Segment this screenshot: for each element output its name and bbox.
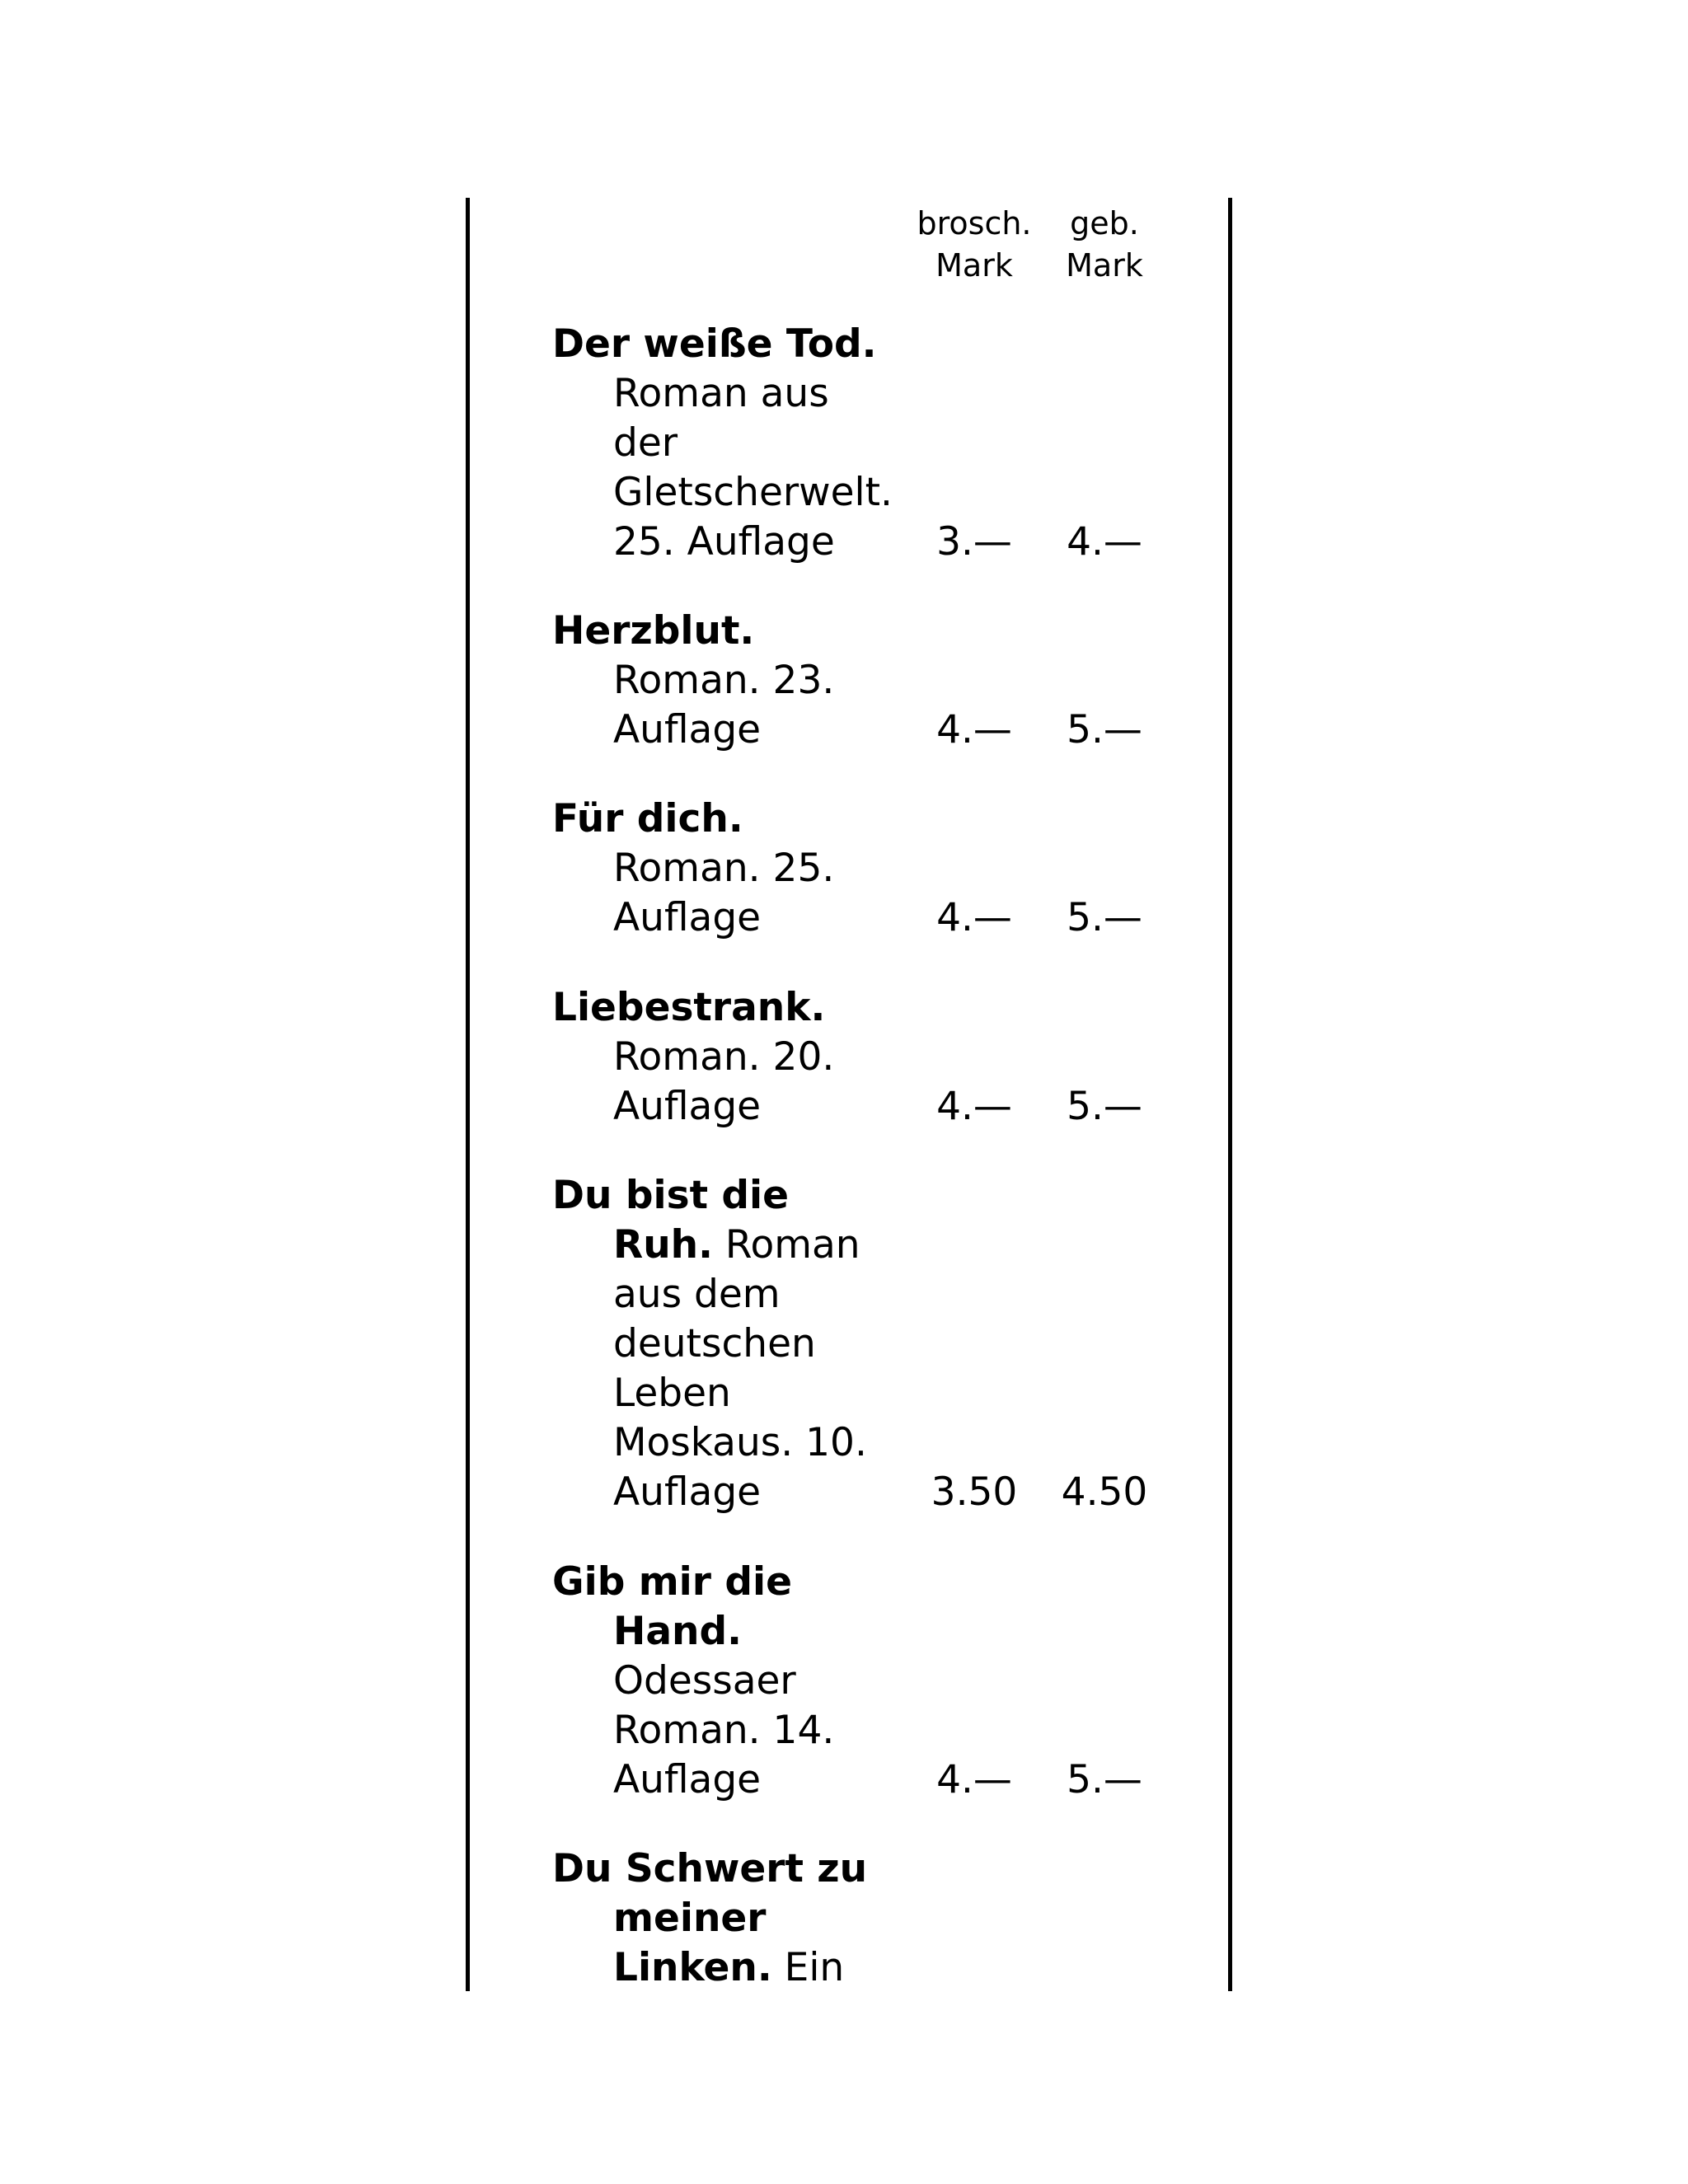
book-description-line: Moskaus. 10. <box>613 1420 867 1465</box>
book-title-continued-line <box>613 1607 742 1657</box>
book-description-line: Auflage <box>613 707 762 752</box>
book-description-line: Gletscherwelt. <box>613 470 893 515</box>
column-header-line: Mark <box>1066 247 1143 284</box>
book-title: Der weiße Tod. <box>552 321 877 367</box>
book-description-line: Odessaer <box>613 1658 796 1704</box>
price-gebunden: 5.— <box>1067 1757 1142 1802</box>
price-gebunden: 5.— <box>1067 1084 1142 1129</box>
book-description-line: Auflage <box>613 895 762 940</box>
column-header-line: brosch. <box>917 205 1032 241</box>
book-title-continued: Hand. <box>613 1609 743 1654</box>
book-description-line: 25. Auflage <box>613 519 835 565</box>
price-broschiert: 4.— <box>936 895 1012 940</box>
book-title-continued: Ruh. <box>613 1222 713 1268</box>
book-title-continued: Linken. <box>613 1945 772 1990</box>
book-title: Du Schwert zu <box>552 1846 868 1891</box>
price-gebunden: 5.— <box>1067 707 1142 752</box>
price-list <box>470 198 1228 1991</box>
column-header-gebunden <box>1022 203 1187 287</box>
column-header-line: geb. <box>1070 205 1139 241</box>
book-title: Du bist die <box>552 1173 790 1218</box>
book-description-line: Roman. 25. <box>613 846 835 891</box>
book-title-continued-line <box>613 1221 860 1270</box>
book-description-line: Roman aus <box>613 371 829 416</box>
price-gebunden: 5.— <box>1067 895 1142 940</box>
book-title: Gib mir die <box>552 1559 792 1605</box>
price-broschiert: 3.50 <box>931 1469 1018 1515</box>
book-title: Für dich. <box>552 796 743 841</box>
book-description-line: Auflage <box>613 1084 762 1129</box>
price-gebunden: 4.— <box>1067 519 1142 565</box>
book-title: Liebestrank. <box>552 985 826 1030</box>
price-broschiert: 3.— <box>936 519 1012 565</box>
column-header-line: Mark <box>935 247 1013 284</box>
price-broschiert: 4.— <box>936 1084 1012 1129</box>
right-column-rule <box>1228 198 1232 1991</box>
price-broschiert: 4.— <box>936 707 1012 752</box>
book-description-line: Auflage <box>613 1469 762 1515</box>
book-description-line: Roman. 14. <box>613 1708 835 1753</box>
book-description-line: Roman. 20. <box>613 1034 835 1080</box>
book-description-line: Auflage <box>613 1757 762 1802</box>
price-gebunden: 4.50 <box>1061 1469 1148 1515</box>
book-description-line: Leben <box>613 1371 731 1416</box>
book-title-continued-line <box>613 1894 766 1943</box>
book-description-line: deutschen <box>613 1321 816 1366</box>
book-description-line: aus dem <box>613 1272 781 1317</box>
book-description-text: Ein <box>771 1945 845 1990</box>
book-description-text: Roman <box>712 1222 860 1268</box>
book-description-line: Roman. 23. <box>613 658 835 703</box>
price-broschiert: 4.— <box>936 1757 1012 1802</box>
book-title: Herzblut. <box>552 608 755 654</box>
book-title-continued-line <box>613 1943 844 1991</box>
book-description-line: der <box>613 420 678 466</box>
book-title-continued: meiner <box>613 1896 767 1941</box>
